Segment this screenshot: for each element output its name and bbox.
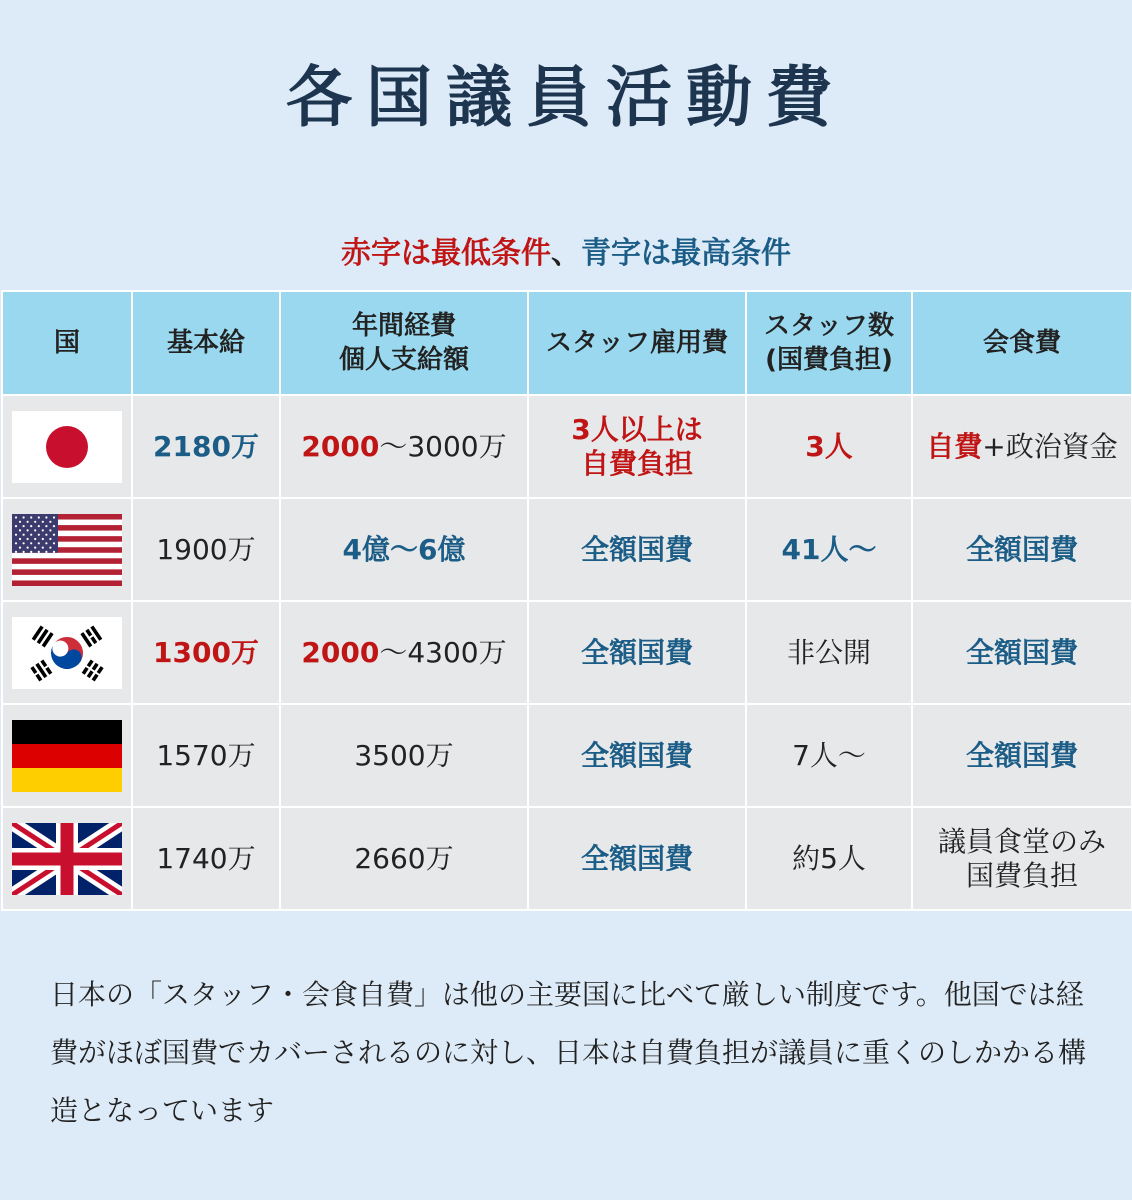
cell-text: 2000 — [301, 635, 380, 669]
legend-blue-text: 青字は最高条件 — [581, 236, 791, 271]
cell-text: 41人〜 — [781, 532, 877, 566]
flag-cell — [2, 601, 132, 704]
table-cell — [132, 601, 280, 704]
column-header-line: スタッフ雇用費 — [545, 328, 728, 358]
cell-text: 4億〜6億 — [342, 532, 466, 566]
table-cell — [746, 601, 912, 704]
japan-flag-icon — [12, 411, 122, 483]
table-cell — [746, 704, 912, 807]
table-cell — [528, 704, 746, 807]
table-row — [2, 395, 1132, 498]
cell-text: 全額国費 — [580, 635, 693, 669]
cell-text: 自費負担 — [580, 446, 693, 480]
table-cell — [280, 395, 528, 498]
column-header-line: 個人支給額 — [338, 345, 469, 375]
table-cell — [528, 601, 746, 704]
cell-text: 1740万 — [156, 841, 256, 875]
flag-cell — [2, 395, 132, 498]
cell-text: 〜3000万 — [379, 429, 507, 463]
page-title: 各国議員活動費 — [286, 59, 846, 136]
table-cell — [280, 807, 528, 910]
cell-text: 全額国費 — [965, 738, 1078, 772]
column-header — [132, 291, 280, 395]
column-header — [912, 291, 1132, 395]
legend-separator: 、 — [551, 236, 581, 271]
table-row — [2, 807, 1132, 910]
table-cell — [280, 601, 528, 704]
column-header-line: スタッフ数 — [763, 311, 894, 341]
legend-red-text: 赤字は最低条件 — [341, 236, 551, 271]
cell-text: 全額国費 — [580, 532, 693, 566]
column-header — [280, 291, 528, 395]
column-header-line: (国費負担) — [765, 345, 893, 375]
cell-text: 2180万 — [153, 429, 259, 463]
color-legend — [0, 228, 1132, 272]
usa-flag-icon — [12, 514, 122, 586]
table-cell — [912, 498, 1132, 601]
cell-text: 全額国費 — [965, 635, 1078, 669]
column-header — [528, 291, 746, 395]
cell-text: +政治資金 — [982, 429, 1118, 463]
table-cell — [132, 395, 280, 498]
table-cell — [528, 807, 746, 910]
cell-text: 約5人 — [792, 841, 866, 875]
cell-text: 1570万 — [156, 738, 256, 772]
column-header-line: 基本給 — [166, 328, 245, 358]
column-header — [746, 291, 912, 395]
table-cell — [746, 498, 912, 601]
flag-cell — [2, 807, 132, 910]
cell-text: 3人以上は — [571, 412, 703, 446]
column-header-line: 会食費 — [982, 328, 1061, 358]
cell-text: 自費 — [926, 429, 983, 463]
comparison-table — [1, 290, 1132, 911]
column-header-line: 国 — [53, 328, 80, 358]
table-cell — [132, 498, 280, 601]
cell-text: 議員食堂のみ — [937, 824, 1106, 858]
cell-text: 全額国費 — [580, 841, 693, 875]
cell-text: 〜4300万 — [379, 635, 507, 669]
table-row — [2, 601, 1132, 704]
table-cell — [912, 704, 1132, 807]
table-cell — [280, 498, 528, 601]
table-row — [2, 498, 1132, 601]
table-cell — [132, 704, 280, 807]
column-header-line: 年間経費 — [351, 311, 456, 341]
table-cell — [528, 395, 746, 498]
table-cell — [912, 601, 1132, 704]
table-cell — [280, 704, 528, 807]
cell-text: 2000 — [301, 429, 380, 463]
cell-text: 3500万 — [354, 738, 454, 772]
table-body — [2, 395, 1132, 910]
flag-cell — [2, 704, 132, 807]
table-row — [2, 704, 1132, 807]
cell-text: 国費負担 — [965, 858, 1078, 892]
table-cell — [132, 807, 280, 910]
summary-note: 日本の「スタッフ・会食自費」は他の主要国に比べて厳しい制度です。他国では経費がほぼ国費でカバーされるのに対し、日本は自費負担が議員に重くのしかかる構造となっています — [50, 978, 1087, 1127]
table-cell — [528, 498, 746, 601]
germany-flag-icon — [12, 720, 122, 792]
table-cell — [746, 395, 912, 498]
uk-flag-icon — [12, 823, 122, 895]
cell-text: 3人 — [805, 429, 853, 463]
cell-text: 1300万 — [153, 635, 259, 669]
south-korea-flag-icon — [12, 617, 122, 689]
cell-text: 7人〜 — [792, 738, 866, 772]
table-cell — [912, 395, 1132, 498]
cell-text: 全額国費 — [965, 532, 1078, 566]
table-cell — [912, 807, 1132, 910]
table-header-row — [2, 291, 1132, 395]
table-cell — [746, 807, 912, 910]
cell-text: 全額国費 — [580, 738, 693, 772]
cell-text: 1900万 — [156, 532, 256, 566]
column-header — [2, 291, 132, 395]
cell-text: 2660万 — [354, 841, 454, 875]
flag-cell — [2, 498, 132, 601]
cell-text: 非公開 — [786, 635, 871, 669]
